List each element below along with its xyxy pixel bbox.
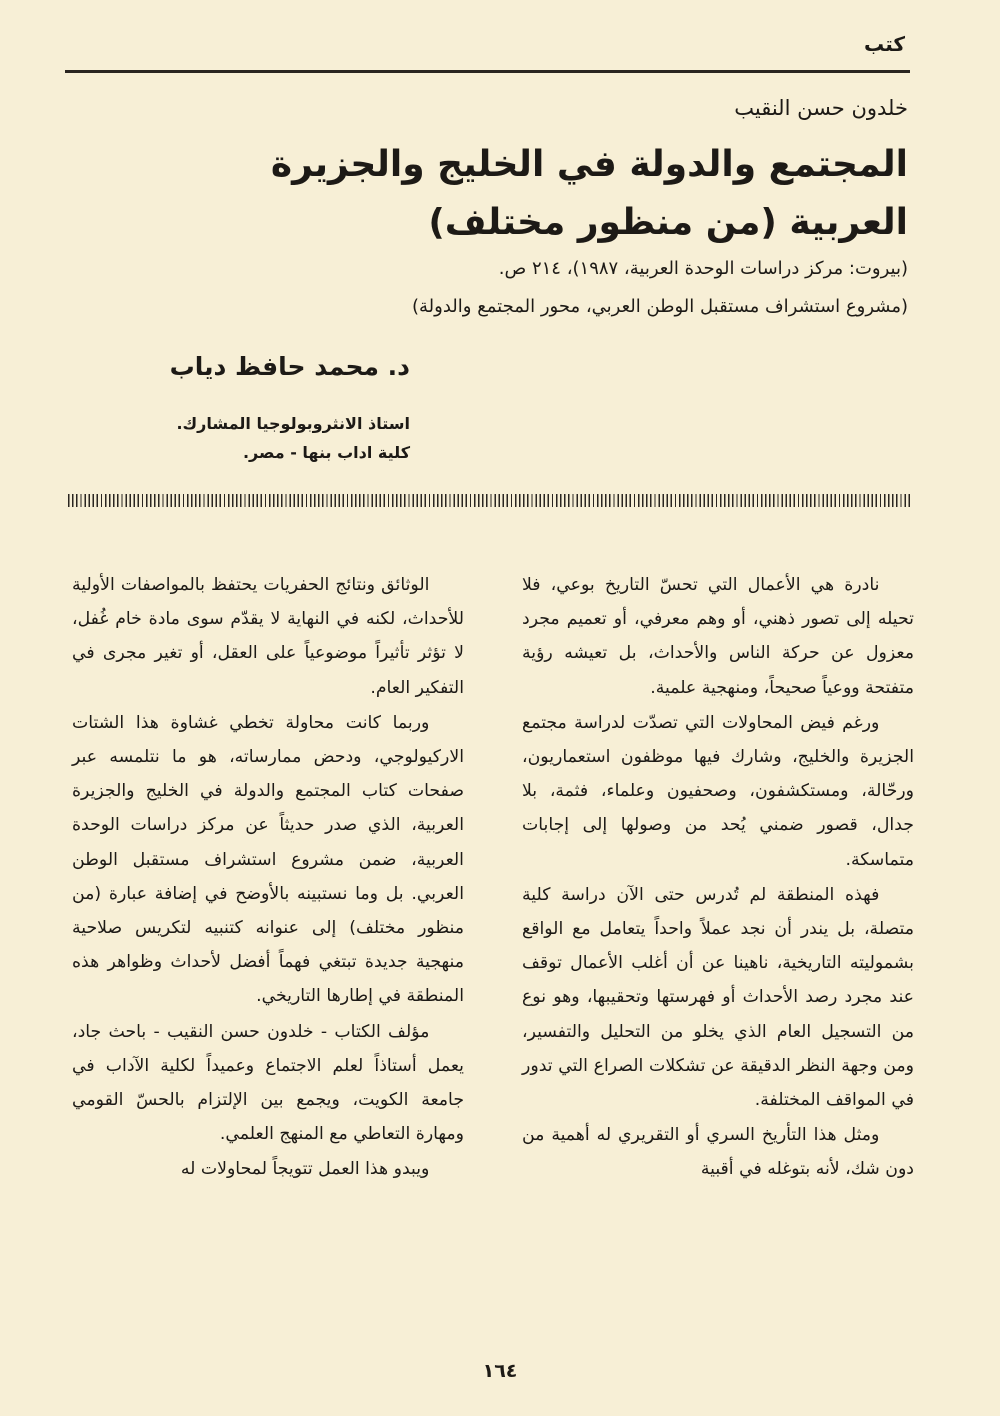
paragraph: فهذه المنطقة لم تُدرس حتى الآن دراسة كلية متصلة، بل يندر أن نجد عملاً واحداً يتعامل مع الواقع بشموليته التاريخية، ناهينا عن أن أغلب الأعمال توقف عند مجرد رصد الأحداث أو فهرستها وتحقيبها، وهو نوع من التسجيل العام الذي يخلو من التحليل والتفسير، ومن وجهة النظر الدقيقة عن تشكلات الصراع التي تدور في المواقف المختلفة. — [522, 884, 914, 1111]
right-column — [522, 568, 914, 1188]
paragraph: الوثائق ونتائج الحفريات يحتفظ بالمواصفات الأولية للأحداث، لكنه في النهاية لا يقدّم سوى مادة خام غُفل، لا تؤثر تأثيراً موضوعياً على العقل، أو تغير مجرى في التفكير العام. — [72, 575, 464, 698]
reviewer-title: استاذ الانثروبولوجيا المشارك. — [176, 414, 410, 433]
book-title-line-2: العربية (من منظور مختلف) — [428, 202, 908, 243]
paragraph: مؤلف الكتاب - خلدون حسن النقيب - باحث جاد، يعمل أستاذاً لعلم الاجتماع وعميداً لكلية الآداب في جامعة الكويت، ويجمع بين الإلتزام بالحسّ القومي ومهارة التعاطي مع المنهج العلمي. — [72, 1021, 464, 1145]
paragraph: نادرة هي الأعمال التي تحسّ التاريخ بوعي، فلا تحيله إلى تصور ذهني، أو وهم معرفي، أو تعميم مجرد معزول عن حركة الناس والأحداث، بل تعيشه رؤية متفتحة ووعياً صحيحاً، ومنهجية علمية. — [522, 575, 914, 698]
left-column — [72, 568, 464, 1188]
reviewer-name: د. محمد حافظ دياب — [169, 352, 410, 381]
paragraph: وربما كانت محاولة تخطي غشاوة هذا الشتات الاركيولوجي، ودحض ممارساته، هو ما نتلمسه عبر صفحات كتاب المجتمع والدولة في الخليج والجزيرة العربية، الذي صدر حديثاً عن مركز دراسات الوحدة العربية، ضمن مشروع استشراف مستقبل الوطن العربي. بل وما نستبينه بالأوضح في إضافة عبارة (من منظور مختلف) إلى عنوانه كتنبيه لتكريس صلاحية منهجية جديدة تبتغي فهماً أفضل لأحداث وظواهر هذه المنطقة في إطارها التاريخي. — [72, 712, 464, 1007]
page-number: ١٦٤ — [482, 1360, 518, 1382]
decorative-divider — [68, 494, 912, 507]
book-title-line-1: المجتمع والدولة في الخليج والجزيرة — [270, 144, 908, 185]
series-info: (مشروع استشراف مستقبل الوطن العربي، محور المجتمع والدولة) — [412, 296, 908, 317]
section-label: كتب — [864, 32, 905, 56]
header-rule — [65, 70, 910, 73]
book-title — [188, 136, 908, 252]
paragraph: ورغم فيض المحاولات التي تصدّت لدراسة مجتمع الجزيرة والخليج، وشارك فيها موظفون استعماريون، ورحّالة، ومستكشفون، وصحفيون وعلماء، فثمة، بلا جدال، قصور ضمني يُحد من وصولها إلى إجابات متماسكة. — [522, 712, 914, 870]
book-author: خلدون حسن النقيب — [734, 96, 908, 120]
reviewer-affiliation: كلية اداب بنها - مصر. — [242, 443, 410, 462]
paragraph: ومثل هذا التأريخ السري أو التقريري له أهمية من دون شك، لأنه بتوغله في أقبية — [522, 1125, 914, 1180]
paragraph: ويبدو هذا العمل تتويجاً لمحاولات له — [180, 1159, 430, 1180]
publication-info: (بيروت: مركز دراسات الوحدة العربية، ١٩٨٧)، ٢١٤ ص. — [498, 258, 908, 279]
